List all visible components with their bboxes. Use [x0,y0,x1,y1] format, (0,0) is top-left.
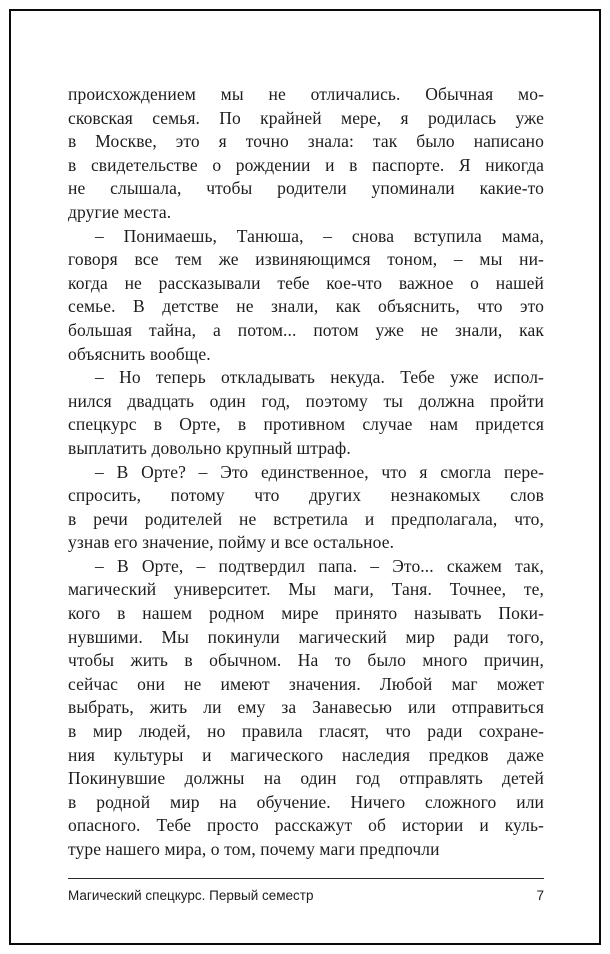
paragraph [68,225,544,367]
page-footer [68,878,544,903]
text-line: магический университет. Мы маги, Таня. Точнее, те, [68,579,544,600]
text-line: нувшими. Мы покинули магический мир ради того, [68,626,544,647]
text-line: – В Орте, – подтвердил папа. – Это... скажем так, [95,555,544,576]
text-line: опасного. Тебе просто расскажут об истории и куль- [68,815,544,836]
text-line: в мир людей, но правила гласят, что ради сохране- [68,721,544,742]
text-line: другие места. [68,201,172,222]
paragraph [68,83,544,225]
text-line: спецкурс в Орте, в противном случае нам придется [68,414,544,435]
page-border-frame [9,9,601,945]
body-text [68,83,544,862]
text-line: сковская семья. По крайней мере, я родилась уже [68,107,544,128]
text-line: сейчас они не имеют значения. Любой маг может [68,673,544,694]
text-line: выбрать, жить ли ему за Занавесью или отправиться [68,697,544,718]
text-line: в речи родителей не встретила и предполагала, что, [68,508,544,529]
text-line: Покинувшие должны на один год отправлять детей [68,768,544,789]
text-line: когда не рассказывали тебе кое-что важное о нашей [68,272,544,293]
text-line: в родной мир на обучение. Ничего сложного или [68,791,544,812]
text-line: в свидетельстве о рождении и в паспорте. Я никогда [68,154,544,175]
text-line: чтобы жить в обычном. На то было много причин, [68,650,544,671]
page-number: 7 [536,888,544,903]
text-line: говоря все тем же извиняющимся тоном, – мы ни- [68,249,544,270]
text-line: объяснить вообще. [68,343,211,364]
text-line: узнав его значение, пойму и все остальное. [68,532,395,553]
text-line: – Но теперь откладывать некуда. Тебе уже испол- [95,367,544,388]
paragraph [68,555,544,862]
paragraph [68,461,544,555]
text-line: туре нашего мира, о том, почему маги предпочли [68,839,440,859]
text-line: в Москве, это я точно знала: так было написано [68,131,544,152]
text-line: ния культуры и магического наследия предков даже [68,744,544,765]
text-line: – В Орте? – Это единственное, что я смогла пере- [95,461,544,482]
text-line: семье. В детстве не знали, как объяснить, что это [68,296,544,317]
text-line: спросить, потому что других незнакомых слов [68,485,544,506]
text-line: выплатить довольно крупный штраф. [68,437,351,458]
text-line: – Понимаешь, Танюша, – снова вступила мама, [95,225,544,246]
running-title: Магический спецкурс. Первый семестр [68,888,314,903]
text-line: происхождением мы не отличались. Обычная мо- [68,84,544,104]
text-line: не слышала, чтобы родители упоминали какие-то [68,178,544,199]
text-line: нился двадцать один год, поэтому ты должна пройти [68,390,544,411]
paragraph [68,366,544,460]
text-line: кого в нашем родном мире принято называть Поки- [68,603,544,624]
text-line: большая тайна, а потом... потом уже не знали, как [68,319,544,340]
book-page [11,11,599,943]
